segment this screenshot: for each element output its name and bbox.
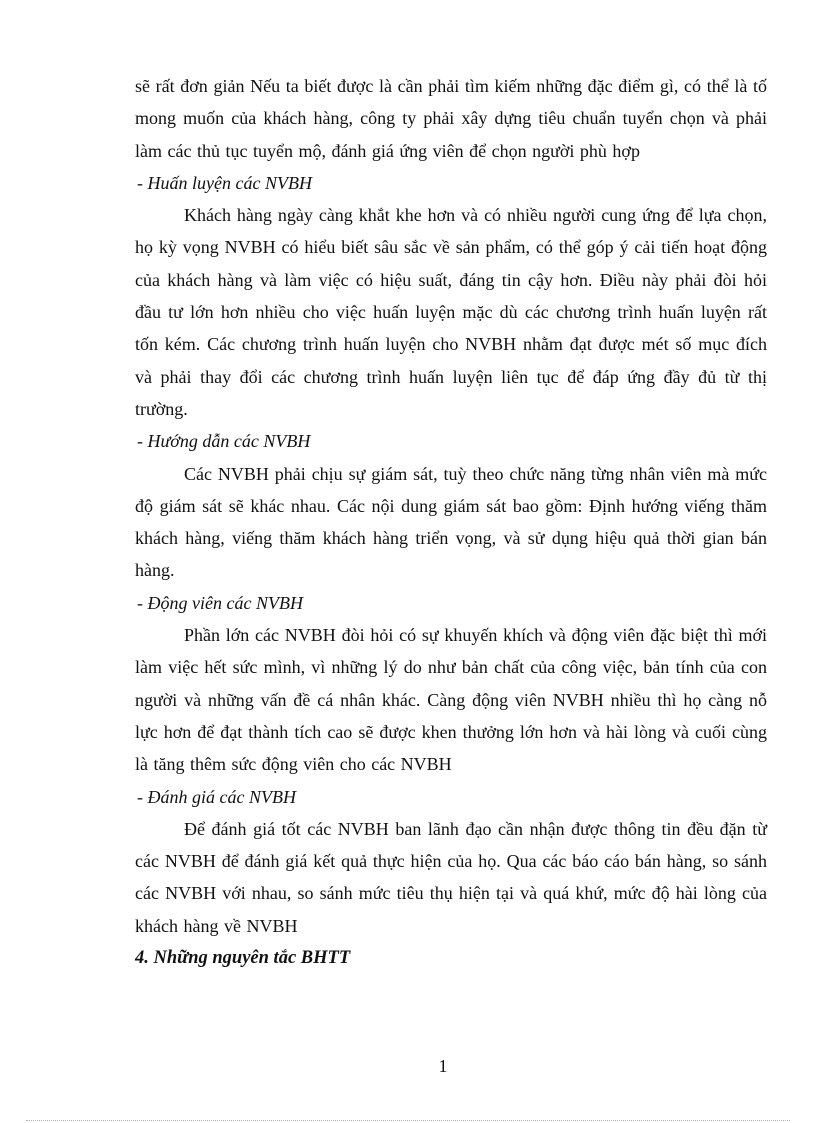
section-heading-principles: 4. Những nguyên tắc BHTT [135, 948, 351, 969]
subheading-training: - Huấn luyện các NVBH [137, 172, 312, 193]
subheading-guidance: - Hướng dẫn các NVBH [137, 431, 311, 452]
page-number: 1 [438, 1056, 448, 1076]
subheading-motivation: - Động viên các NVBH [137, 592, 303, 613]
paragraph-training: Khách hàng ngày càng khắt khe hơn và có nhiều người cung ứng để lựa chọn, họ kỳ vọng NVBH có hiểu biết sâu sắc về sản phẩm, có thể góp ý cải tiến hoạt động của khách hàng và làm việc có hiệu suất, đáng tin cậy hơn. Điều này phải đòi hỏi đầu tư lớn hơn nhiều cho việc huấn luyện mặc dù các chương trình huấn luyện rất tốn kém. Các chương trình huấn luyện cho NVBH nhằm đạt được mét số mục đích và phải thay đổi các chương trình huấn luyện liên tục để đáp ứng đầy đủ từ thị trường. [135, 205, 767, 419]
paragraph-evaluation: Để đánh giá tốt các NVBH ban lãnh đạo cần nhận được thông tin đều đặn từ các NVBH để đánh giá kết quả thực hiện của họ. Qua các báo cáo bán hàng, so sánh các NVBH với nhau, so sánh mức tiêu thụ hiện tại và quá khứ, mức độ hài lòng của khách hàng về NVBH [135, 818, 767, 936]
subheading-evaluation: - Đánh giá các NVBH [137, 786, 296, 807]
paragraph-recruitment-end: sẽ rất đơn giản Nếu ta biết được là cần phải tìm kiếm những đặc điểm gì, có thể là tố mong muốn của khách hàng, công ty phải xây dựng tiêu chuẩn tuyển chọn và phải làm các thủ tục tuyển mộ, đánh giá ứng viên để chọn người phù hợp [135, 76, 767, 161]
document-body [135, 70, 767, 974]
paragraph-guidance: Các NVBH phải chịu sự giám sát, tuỳ theo chức năng từng nhân viên mà mức độ giám sát sẽ khác nhau. Các nội dung giám sát bao gồm: Định hướng viếng thăm khách hàng, viếng thăm khách hàng triển vọng, và sử dụng hiệu quả thời gian bán hàng. [135, 463, 767, 581]
page-bottom-edge [26, 1120, 790, 1121]
paragraph-motivation: Phần lớn các NVBH đòi hỏi có sự khuyến khích và động viên đặc biệt thì mới làm việc hết sức mình, vì những lý do như bản chất của công việc, bản tính của con người và những vấn đề cá nhân khác. Càng động viên NVBH nhiều thì họ càng nỗ lực hơn để đạt thành tích cao sẽ được khen thưởng lớn hơn và hài lòng và cuối cùng là tăng thêm sức động viên cho các NVBH [135, 625, 767, 775]
